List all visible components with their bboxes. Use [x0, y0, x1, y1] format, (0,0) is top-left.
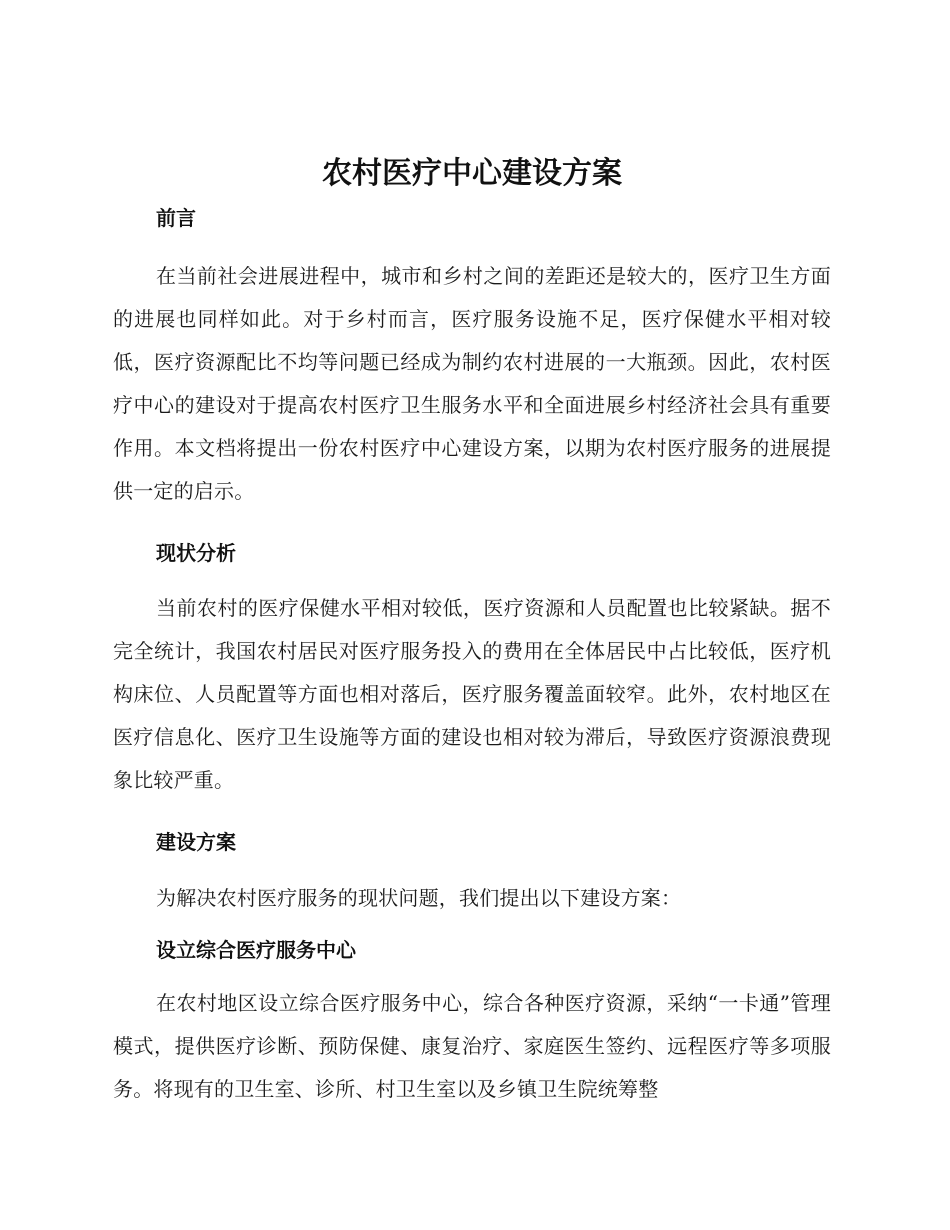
section-heading-construction-plan: 建设方案 — [156, 830, 236, 854]
section-heading-medical-service-center: 设立综合医疗服务中心 — [156, 938, 356, 962]
paragraph-medical-service-center: 在农村地区设立综合医疗服务中心，综合各种医疗资源，采纳“一卡通”管理模式，提供医疗诊断、预防保健、康复治疗、家庭医生签约、远程医疗等多项服务。将现有的卫生室、诊所、村卫生室以及乡镇卫生院统筹整 — [113, 991, 831, 1101]
document-body — [113, 150, 831, 1111]
section-heading-status-analysis: 现状分析 — [156, 541, 236, 565]
document-title: 农村医疗中心建设方案 — [322, 156, 622, 191]
paragraph-construction-plan: 为解决农村医疗服务的现状问题，我们提出以下建设方案： — [156, 886, 682, 910]
paragraph-status-analysis: 当前农村的医疗保健水平相对较低，医疗资源和人员配置也比较紧缺。据不完全统计，我国农村居民对医疗服务投入的费用在全体居民中占比较低，医疗机构床位、人员配置等方面也相对落后，医疗服务覆盖面较窄。此外，农村地区在医疗信息化、医疗卫生设施等方面的建设也相对较为滞后，导致医疗资源浪费现象比较严重。 — [113, 596, 831, 792]
section-heading-preface: 前言 — [156, 206, 196, 230]
paragraph-preface: 在当前社会进展进程中，城市和乡村之间的差距还是较大的，医疗卫生方面的进展也同样如此。对于乡村而言，医疗服务设施不足，医疗保健水平相对较低，医疗资源配比不均等问题已经成为制约农村进展的一大瓶颈。因此，农村医疗中心的建设对于提高农村医疗卫生服务水平和全面进展乡村经济社会具有重要作用。本文档将提出一份农村医疗中心建设方案，以期为农村医疗服务的进展提供一定的启示。 — [113, 264, 831, 503]
